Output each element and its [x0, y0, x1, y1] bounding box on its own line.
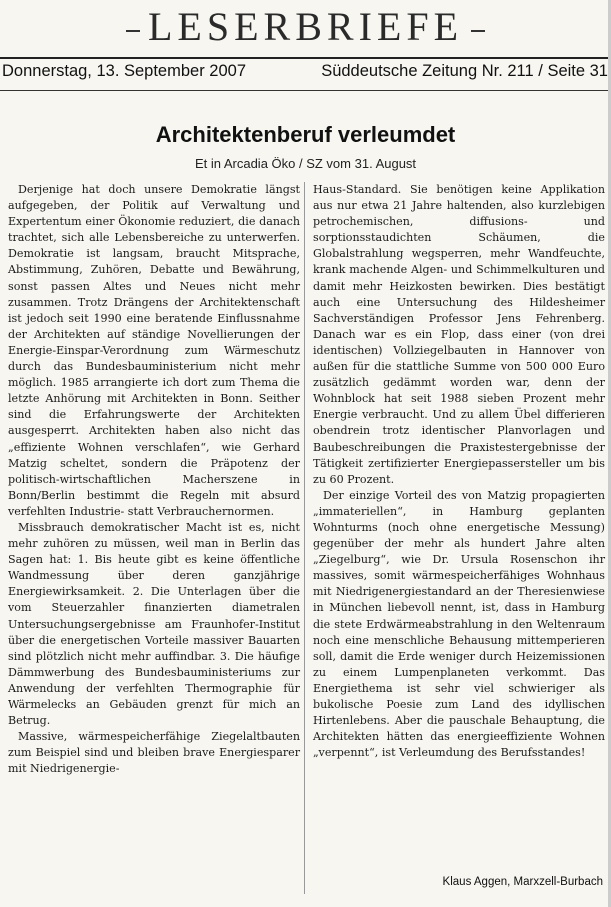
section-masthead — [0, 4, 611, 50]
masthead-dash-left — [126, 30, 140, 32]
issue-date: Donnerstag, 13. September 2007 — [2, 62, 246, 80]
article-subheadline: Et in Arcadia Öko / SZ vom 31. August — [194, 156, 417, 171]
top-rule — [0, 57, 611, 59]
article-column-right — [313, 182, 605, 761]
paragraph: Massive, wärmespeicherfähige Ziegelaltbauten zum Beispiel sind und bleiben brave Energiesparer mit Niedrigenergie- — [8, 730, 300, 776]
article-headline: Architektenberuf verleumdet — [155, 122, 456, 147]
masthead-dash-right — [471, 30, 485, 32]
dateline — [2, 62, 608, 81]
section-title: LESERBRIEFE — [147, 4, 464, 49]
author-signature: Klaus Aggen, Marxzell-Burbach — [442, 876, 603, 888]
paragraph: Derjenige hat doch unsere Demokratie längst aufgegeben, der Politik auf Verwaltung und Expertentum einer Ökonomie reduziert, die danach trachtet, sich alle Lebensbereiche zu unterwerfen. Demokratie ist langsam, braucht Mitsprache, Abstimmung, Zuhören, Debatte und Bewährung, sonst passen Altes und Neues nicht mehr zusammen. Trotz Drängens der Architektenschaft ist jedoch seit 1990 eine beratende Einflussnahme der Architekten auf ständige Novellierungen der Energie-Einspar-Verordnung zum Wärmeschutz durch das Bundesbauministerium nicht mehr möglich. 1985 arrangierte ich dort zum Thema die letzte Anhörung mit Architekten in Bonn. Seither sind die Erfahrungswerte der Architekten ausgesperrt. Architekten haben also nicht das „effiziente Wohnen verschlafen“, wie Gerhard Matzig scheltet, sondern die Präpotenz der politisch-wirtschaftlichen Macherszene in Bonn/Berlin bestimmt die Regeln mit absurd verfehlten Industrie- statt Verbrauchernormen. — [8, 183, 300, 518]
paragraph: Haus-Standard. Sie benötigen keine Applikation aus nur etwa 21 Jahre haltenden, also kurzlebigen petrochemischen, diffusions- und sorptionsstaudichten Schäumen, die Globalstrahlung wegsperren, mehr Wandfeuchte, krank machende Algen- und Schimmelkulturen und damit mehr Heizkosten bewirken. Dies bestätigt auch eine Untersuchung des Hildesheimer Sachverständigen Professor Jens Fehrenberg. Danach war es ein Flop, dass einer (von drei identischen) Vollziegelbauten in Hannover von außen für die stattliche Summe von 500 000 Euro zusätzlich gedämmt worden war, denn der Wohnblock hat seit 1988 sieben Prozent mehr Energie verbraucht. Und zu allem Übel differieren obendrein trotz identischer Planvorlagen und Baubeschreibungen die Praxistestergebnisse der Tätigkeit zertifizierter Energiepassersteller um bis zu 60 Prozent. — [313, 183, 605, 486]
paragraph: Missbrauch demokratischer Macht ist es, nicht mehr zuhören zu müssen, weil man in Berlin das Sagen hat: 1. Bis heute gibt es keine öffentliche Wandmessung über deren ganzjährige Energiewirksamkeit. 2. Die Unterlagen über die vom Steuerzahler finanzierten diametralen Untersuchungsergebnisse am Fraunhofer-Institut über die energetischen Vorteile massiver Bauarten sind plötzlich nicht mehr auffindbar. 3. Die häufige Dämmwerbung des Bundesbauministeriums zur Anwendung der verfehlten Thermographie für Wärmelecks an Gebäuden grenzt für mich an Betrug. — [8, 520, 300, 728]
article-column-left — [8, 182, 300, 777]
issue-info: Süddeutsche Zeitung Nr. 211 / Seite 31 — [321, 62, 608, 80]
dateline-rule — [0, 90, 611, 91]
column-divider — [304, 182, 305, 894]
paragraph: Der einzige Vorteil des von Matzig propagierten „immateriellen“, in Hamburg geplanten Wohnturms (noch ohne energetische Messung) gegenüber der mehr als hundert Jahre alten „Ziegelburg“, wie Dr. Ursula Rosenschon ihr massives, somit wärmespeicherfähiges Wohnhaus mit Niedrigenergiestandard an der Theresienwiese in München liebevoll nennt, ist, dass in Hamburg die stete Erdwärmeabstrahlung in den Weltenraum noch eine menschliche Behausung mittemperieren soll, damit die Erde weniger durch Heizemissionen zu einem Lumpenplaneten verkommt. Das Energiethema ist sehr viel schwieriger als bukolische Poesie zum Land des idyllischen Hirtenlebens. Aber die pauschale Behauptung, die Architekten hätten das energieeffiziente Wohnen „verpennt“, ist Verleumdung des Berufsstandes! — [313, 488, 605, 760]
